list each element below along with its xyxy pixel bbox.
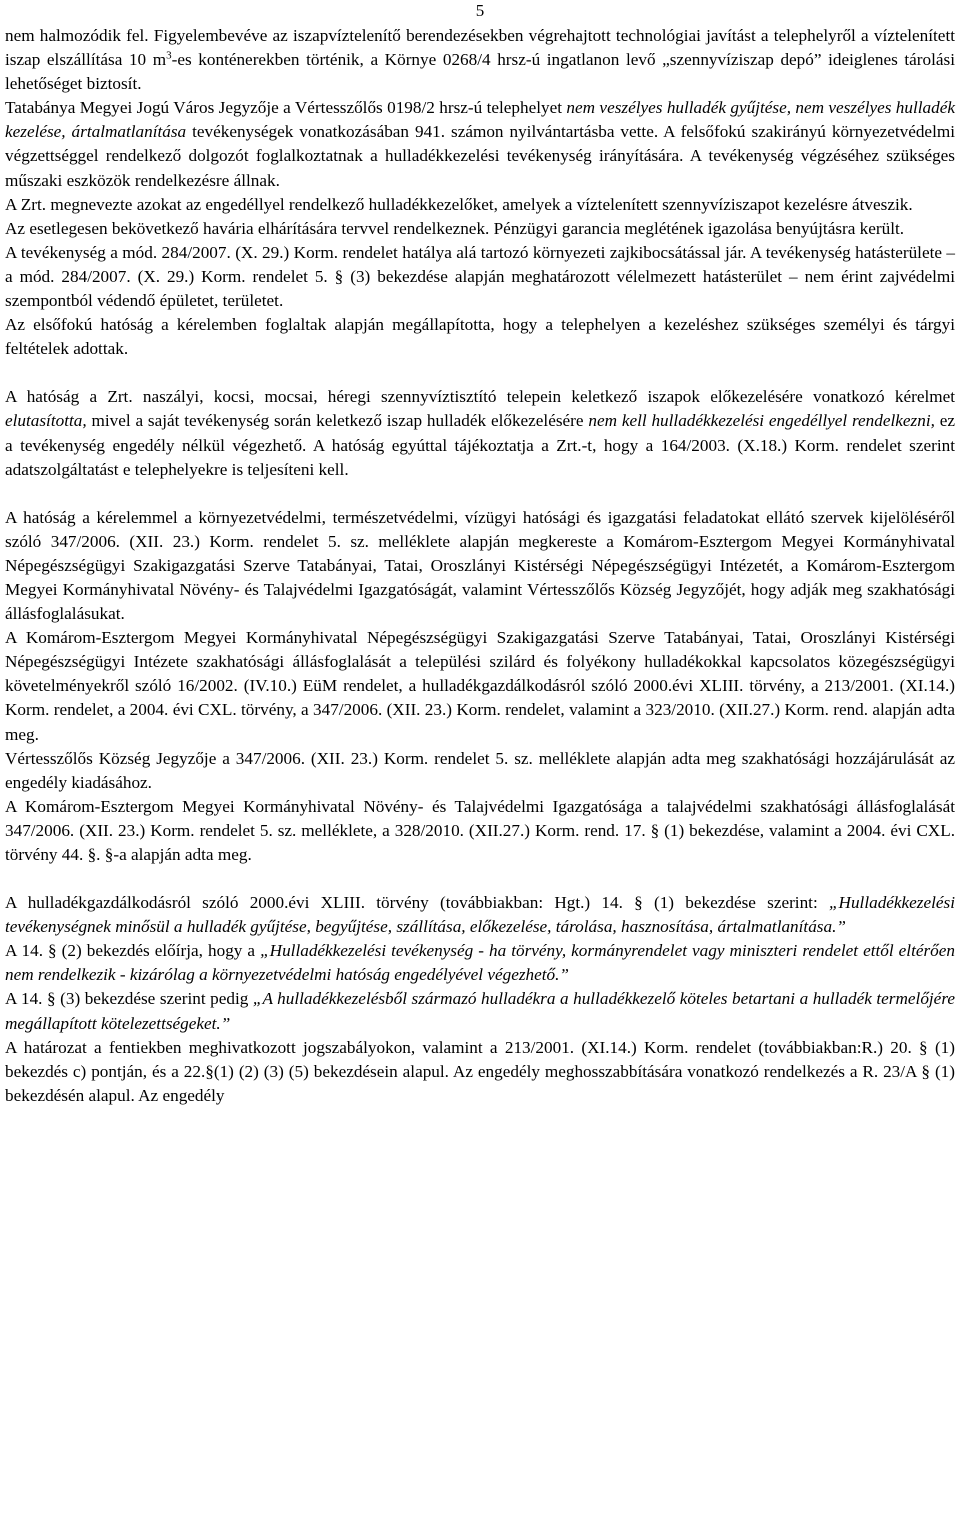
paragraph-health-office: A Komárom-Esztergom Megyei Kormányhivatal Népegészségügyi Szakigazgatási Szerve Tatabányai, Tatai, Oroszlányi Kistérségi Népegészségügyi Intézete szakhatósági állásfoglalását a települési szilárd és folyékony hulladékokkal kapcsolatos közegészségügyi követelményekről szóló 16/2002. (IV.10.) EüM rendelet, a hulladékgazdálkodásról szóló 2000.évi XLIII. törvény, a 213/2001. (XI.14.) Korm. rendelet, a 2004. évi CXL. törvény, a 347/2006. (XII. 23.) Korm. rendelet, valamint a 323/2010. (XII.27.) Korm. rend. alapján adta meg. <box>5 628 955 744</box>
paragraph-law-14-1: A hulladékgazdálkodásról szóló 2000.évi XLIII. törvény (továbbiakban: Hgt.) 14. § (1) bekezdése szerint: „Hulladékkezelési tevékenységnek minősül a hulladék gyűjtése, begyűjtése, szállítása, előkezelése, tárolása, hasznosítása, ártalmatlanítása.” <box>5 893 955 937</box>
paragraph-sludge-transport: nem halmozódik fel. Figyelembevéve az iszapvíztelenítő berendezésekben végrehajtott technológiai javítást a telephelyről a víztelenített iszap elszállítása 10 $m^3-es$ konténerekben történik, a Környe 0268/4 hrsz-ú ingatlanon levő „szennyvíziszap depó” ideiglenes tárolási lehetőséget biztosít. <box>5 26 955 94</box>
paragraph-emergency-plan: Az esetlegesen bekövetkező havária elhárítására tervvel rendelkeznek. Pénzügyi garancia meglétének igazolása benyújtásra került. <box>5 218 905 238</box>
page-number: 5 <box>475 1 485 20</box>
paragraph-rejection: A hatóság a Zrt. naszályi, kocsi, mocsai, héregi szennyvíztisztító telepein keletkező iszapok előkezelésére vonatkozó kérelmet elutasította, mivel a saját tevékenység során keletkező iszap hulladék előkezelésére nem kell hulladékkezelési engedéllyel rendelkezni, ez a tevékenység engedély nélkül végezhető. A hatóság egyúttal tájékoztatja a Zrt.-t, hogy a 164/2003. (X.18.) Korm. rendelet szerint adatszolgáltatást e telephelyekre is teljesíteni kell. <box>5 387 955 479</box>
paragraph-authorities-request: A hatóság a kérelemmel a környezetvédelmi, természetvédelmi, vízügyi hatósági és igazgatási feladatokat ellátó szervek kijelöléséről szóló 347/2006. (XII. 23.) Korm. rendelet 5. sz. melléklete alapján megkereste a Komárom-Esztergom Megyei Kormányhivatal Népegészségügyi Szakigazgatási Szerve Tatabányai, Tatai, Oroszlányi Kistérségi Népegészségügyi Intézetét, a Komárom-Esztergom Megyei Kormányhivatal Növény- és Talajvédelmi Igazgatóságát, valamint Vértesszőlős Község Jegyzőjét, hogy adják meg szakhatósági állásfoglalásukat. <box>5 507 955 624</box>
paragraph-waste-handlers: A Zrt. megnevezte azokat az engedéllyel rendelkező hulladékkezelőket, amelyek a víztelenített szennyvíziszapot kezelésre átveszik. <box>5 194 913 214</box>
paragraph-conditions: Az elsőfokú hatóság a kérelemben foglaltak alapján megállapította, hogy a telephelyen a kezeléshez szükséges személyi és tárgyi feltételek adottak. <box>5 315 955 359</box>
paragraph-law-14-2: A 14. § (2) bekezdés előírja, hogy a „Hulladékkezelési tevékenység - ha törvény, kormányrendelet vagy miniszteri rendelet ettől eltérően nem rendelkezik - kizárólag a környezetvédelmi hatóság engedélyével végezhető.” <box>5 941 955 985</box>
document-body <box>5 24 955 1108</box>
paragraph-legal-basis: A határozat a fentiekben meghivatkozott jogszabályokon, valamint a 213/2001. (XI.14.) Korm. rendelet (továbbiakban:R.) 20. § (1) bekezdés c) pontján, és a 22.§(1) (2) (3) (5) bekezdésein alapul. Az engedély meghosszabbítására vonatkozó rendelkezés a R. 23/A § (1) bekezdésén alapul. Az engedély <box>5 1037 955 1105</box>
paragraph-noise: A tevékenység a mód. 284/2007. (X. 29.) Korm. rendelet hatálya alá tartozó környezeti zajkibocsátással jár. A tevékenység hatásterülete – a mód. 284/2007. (X. 29.) Korm. rendelet 5. § (3) bekezdése alapján meghatározott vélelmezett hatásterület – nem érint zajvédelmi szempontból védendő épületet, területet. <box>5 242 955 311</box>
paragraph-soil-protection: A Komárom-Esztergom Megyei Kormányhivatal Növény- és Talajvédelmi Igazgatósága a talajvédelmi szakhatósági állásfoglalását 347/2006. (XII. 23.) Korm. rendelet 5. sz. melléklete, a 328/2010. (XII.27.) Korm. rend. 17. § (1) bekezdése, valamint a 2004. évi CXL. törvény 44. §. §-a alapján adta meg. <box>5 796 955 864</box>
paragraph-law-14-3: A 14. § (3) bekezdése szerint pedig „A hulladékkezelésből származó hulladékra a hulladékkezelő köteles betartani a hulladék termelőjére megállapított kötelezettségeket.” <box>5 989 955 1033</box>
paragraph-registration: Tatabánya Megyei Jogú Város Jegyzője a Vértesszőlős 0198/2 hrsz-ú telephelyet nem veszélyes hulladék gyűjtése, nem veszélyes hulladék kezelése, ártalmatlanítása tevékenységek vonatkozásában 941. számon nyilvántartásba vette. A felsőfokú szakirányú környezetvédelmi végzettséggel rendelkező dolgozót foglalkoztatnak a hulladékkezelési tevékenység irányítására. A tevékenység végzéséhez szükséges műszaki eszközök rendelkezésre állnak. <box>5 98 955 190</box>
paragraph-notary: Vértesszőlős Község Jegyzője a 347/2006. (XII. 23.) Korm. rendelet 5. sz. melléklete alapján adta meg szakhatósági hozzájárulását az engedély kiadásához. <box>5 748 955 792</box>
superscript-3: 3 <box>166 49 172 62</box>
